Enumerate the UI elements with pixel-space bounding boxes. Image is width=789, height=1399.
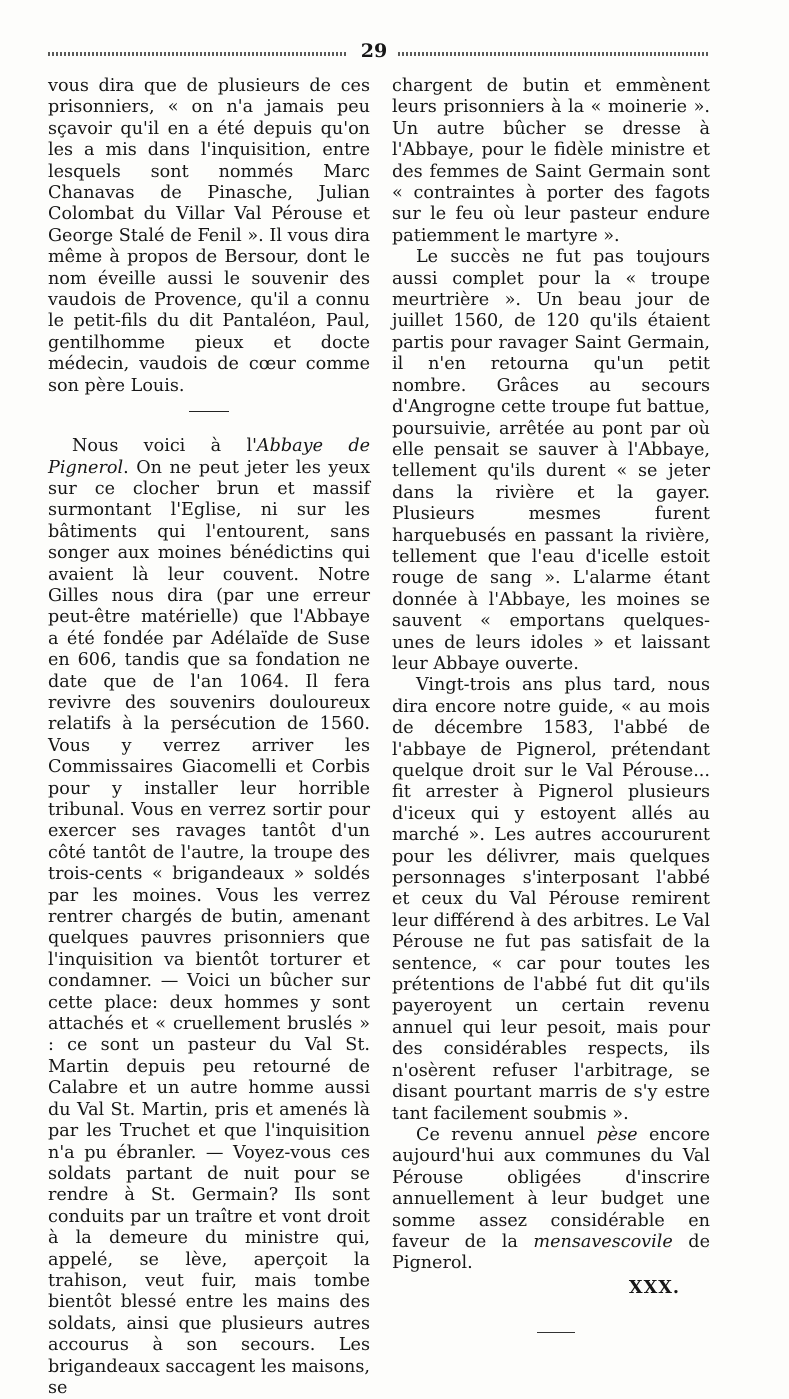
right-paragraph-4-italic-2: mensavescovile xyxy=(533,1231,673,1252)
right-paragraph-4-italic-1: pèse xyxy=(596,1124,638,1145)
right-column xyxy=(392,76,710,1333)
right-paragraph-4-lead: Ce revenu annuel xyxy=(416,1124,597,1145)
left-paragraph-1: vous dira que de plusieurs de ces prisonniers, « on n'a jamais peu sçavoir qu'il en a été depuis qu'on les a mis dans l'inquisition, entre lesquels sont nommés Marc Chanavas de Pinasche, Julian Colombat du Villar Val Pérouse et George Stalé de Fenil ». Il vous dira même à propos de Bersour, dont le nom éveille aussi le souvenir des vaudois de Provence, qu'il a connu le petit-fils du dit Pantaléon, Paul, gentilhomme pieux et docte médecin, vaudois de cœur comme son père Louis. xyxy=(48,76,370,396)
end-divider xyxy=(537,1332,575,1333)
right-paragraph-3: Vingt-trois ans plus tard, nous dira encore notre guide, « au mois de décembre 1583, l'abbé de l'abbaye de Pignerol, prétendant quelque droit sur le Val Pérouse... fit arrester à Pignerol plusieurs d'iceux qui y estoyent allés au marché ». Les autres accoururent pour les délivrer, mais quelques personnages s'interposant l'abbé et ceux du Val Pérouse remirent leur différend à des arbitres. Le Val Pérouse ne fut pas satisfait de la sentence, « car pour toutes les prétentions de l'abbé fut dit qu'ils payeroyent un certain revenu annuel qui leur pesoit, mais pour des considérables respects, ils n'osèrent refuser l'arbitrage, se disant pourtant marris de s'y estre tant facilement soubmis ». xyxy=(392,675,710,1124)
section-divider xyxy=(189,411,229,412)
left-column xyxy=(48,76,370,1399)
author-signature: XXX. xyxy=(628,1276,680,1298)
page-header xyxy=(48,40,710,64)
header-ornament-left xyxy=(48,52,346,56)
right-paragraph-1: chargent de butin et emmènent leurs prisonniers à la « moinerie ». Un autre bûcher se dresse à l'Abbaye, pour le fidèle ministre et des femmes de Saint Germain sont « contraintes à porter des fagots sur le feu où leur pasteur endure patiemment le martyre ». xyxy=(392,76,710,246)
left-paragraph-2-rest: . On ne peut jeter les yeux sur ce clocher brun et massif surmontant l'Eglise, ni sur les bâtiments qui l'entourent, sans songer aux moines bénédictins qui avaient là leur couvent. Notre Gilles nous dira (par une erreur peut-être matérielle) que l'Abbaye a été fondée par Adélaïde de Suse en 606, tandis que sa fondation ne date que de l'an 1064. Il fera revivre des souvenirs douloureux relatifs à la persécution de 1560. Vous y verrez arriver les Commissaires Giacomelli et Corbis pour y installer leur horrible tribunal. Vous en verrez sortir pour exercer ses ravages tantôt d'un côté tantôt de l'autre, la troupe des trois-cents « brigandeaux » soldés par les moines. Vous les verrez rentrer chargés de butin, amenant quelques pauvres prisonniers que l'inquisition va bientôt torturer et condamner. — Voici un bûcher sur cette place: deux hommes y sont attachés et « cruellement bruslés » : ce sont un pasteur du Val St. Martin depuis peu retourné de Calabre et un autre homme aussi du Val St. Martin, pris et amenés là par les Truchet et que l'inquisition n'a pu ébranler. — Voyez-vous ces soldats partant de nuit pour se rendre à St. Germain? Ils sont conduits par un traître et vont droit à la demeure du ministre qui, appelé, se lève, aperçoit la trahison, veut fuir, mais tombe bientôt blessé entre les mains des soldats, ainsi que plusieurs autres accourus à son secours. Les brigandeaux saccagent les maisons, se xyxy=(48,457,370,1398)
left-paragraph-2 xyxy=(48,436,370,1399)
left-paragraph-2-lead: Nous voici à l' xyxy=(72,436,257,457)
right-paragraph-4 xyxy=(392,1125,710,1275)
header-ornament-right xyxy=(398,52,710,56)
right-paragraph-2: Le succès ne fut pas toujours aussi complet pour la « troupe meurtrière ». Un beau jour de juillet 1560, de 120 qu'ils étaient partis pour ravager Saint Germain, il n'en retourna qu'un petit nombre. Grâces au secours d'Angrogne cette troupe fut battue, poursuivie, arrêtée au pont par où elle pensait se sauver à l'Abbaye, tellement qu'ils durent « se jeter dans la rivière et la gayer. Plusieurs mesmes furent harquebusés en passant la rivière, tellement que l'eau d'icelle estoit rouge de sang ». L'alarme étant donnée à l'Abbaye, les moines se sauvent « emportans quelques-unes de leurs idoles » et laissant leur Abbaye ouverte. xyxy=(392,247,710,674)
right-paragraph-4-end: de Pignerol. xyxy=(392,1231,710,1274)
left-paragraph-2-italic: Abbaye de Pignerol xyxy=(48,436,370,478)
right-paragraph-4-mid: encore aujourd'hui aux communes du Val Pérouse obligées d'inscrire annuellement à leur budget une somme assez considérable en faveur de la xyxy=(392,1124,710,1252)
page-number: 29 xyxy=(360,40,388,62)
